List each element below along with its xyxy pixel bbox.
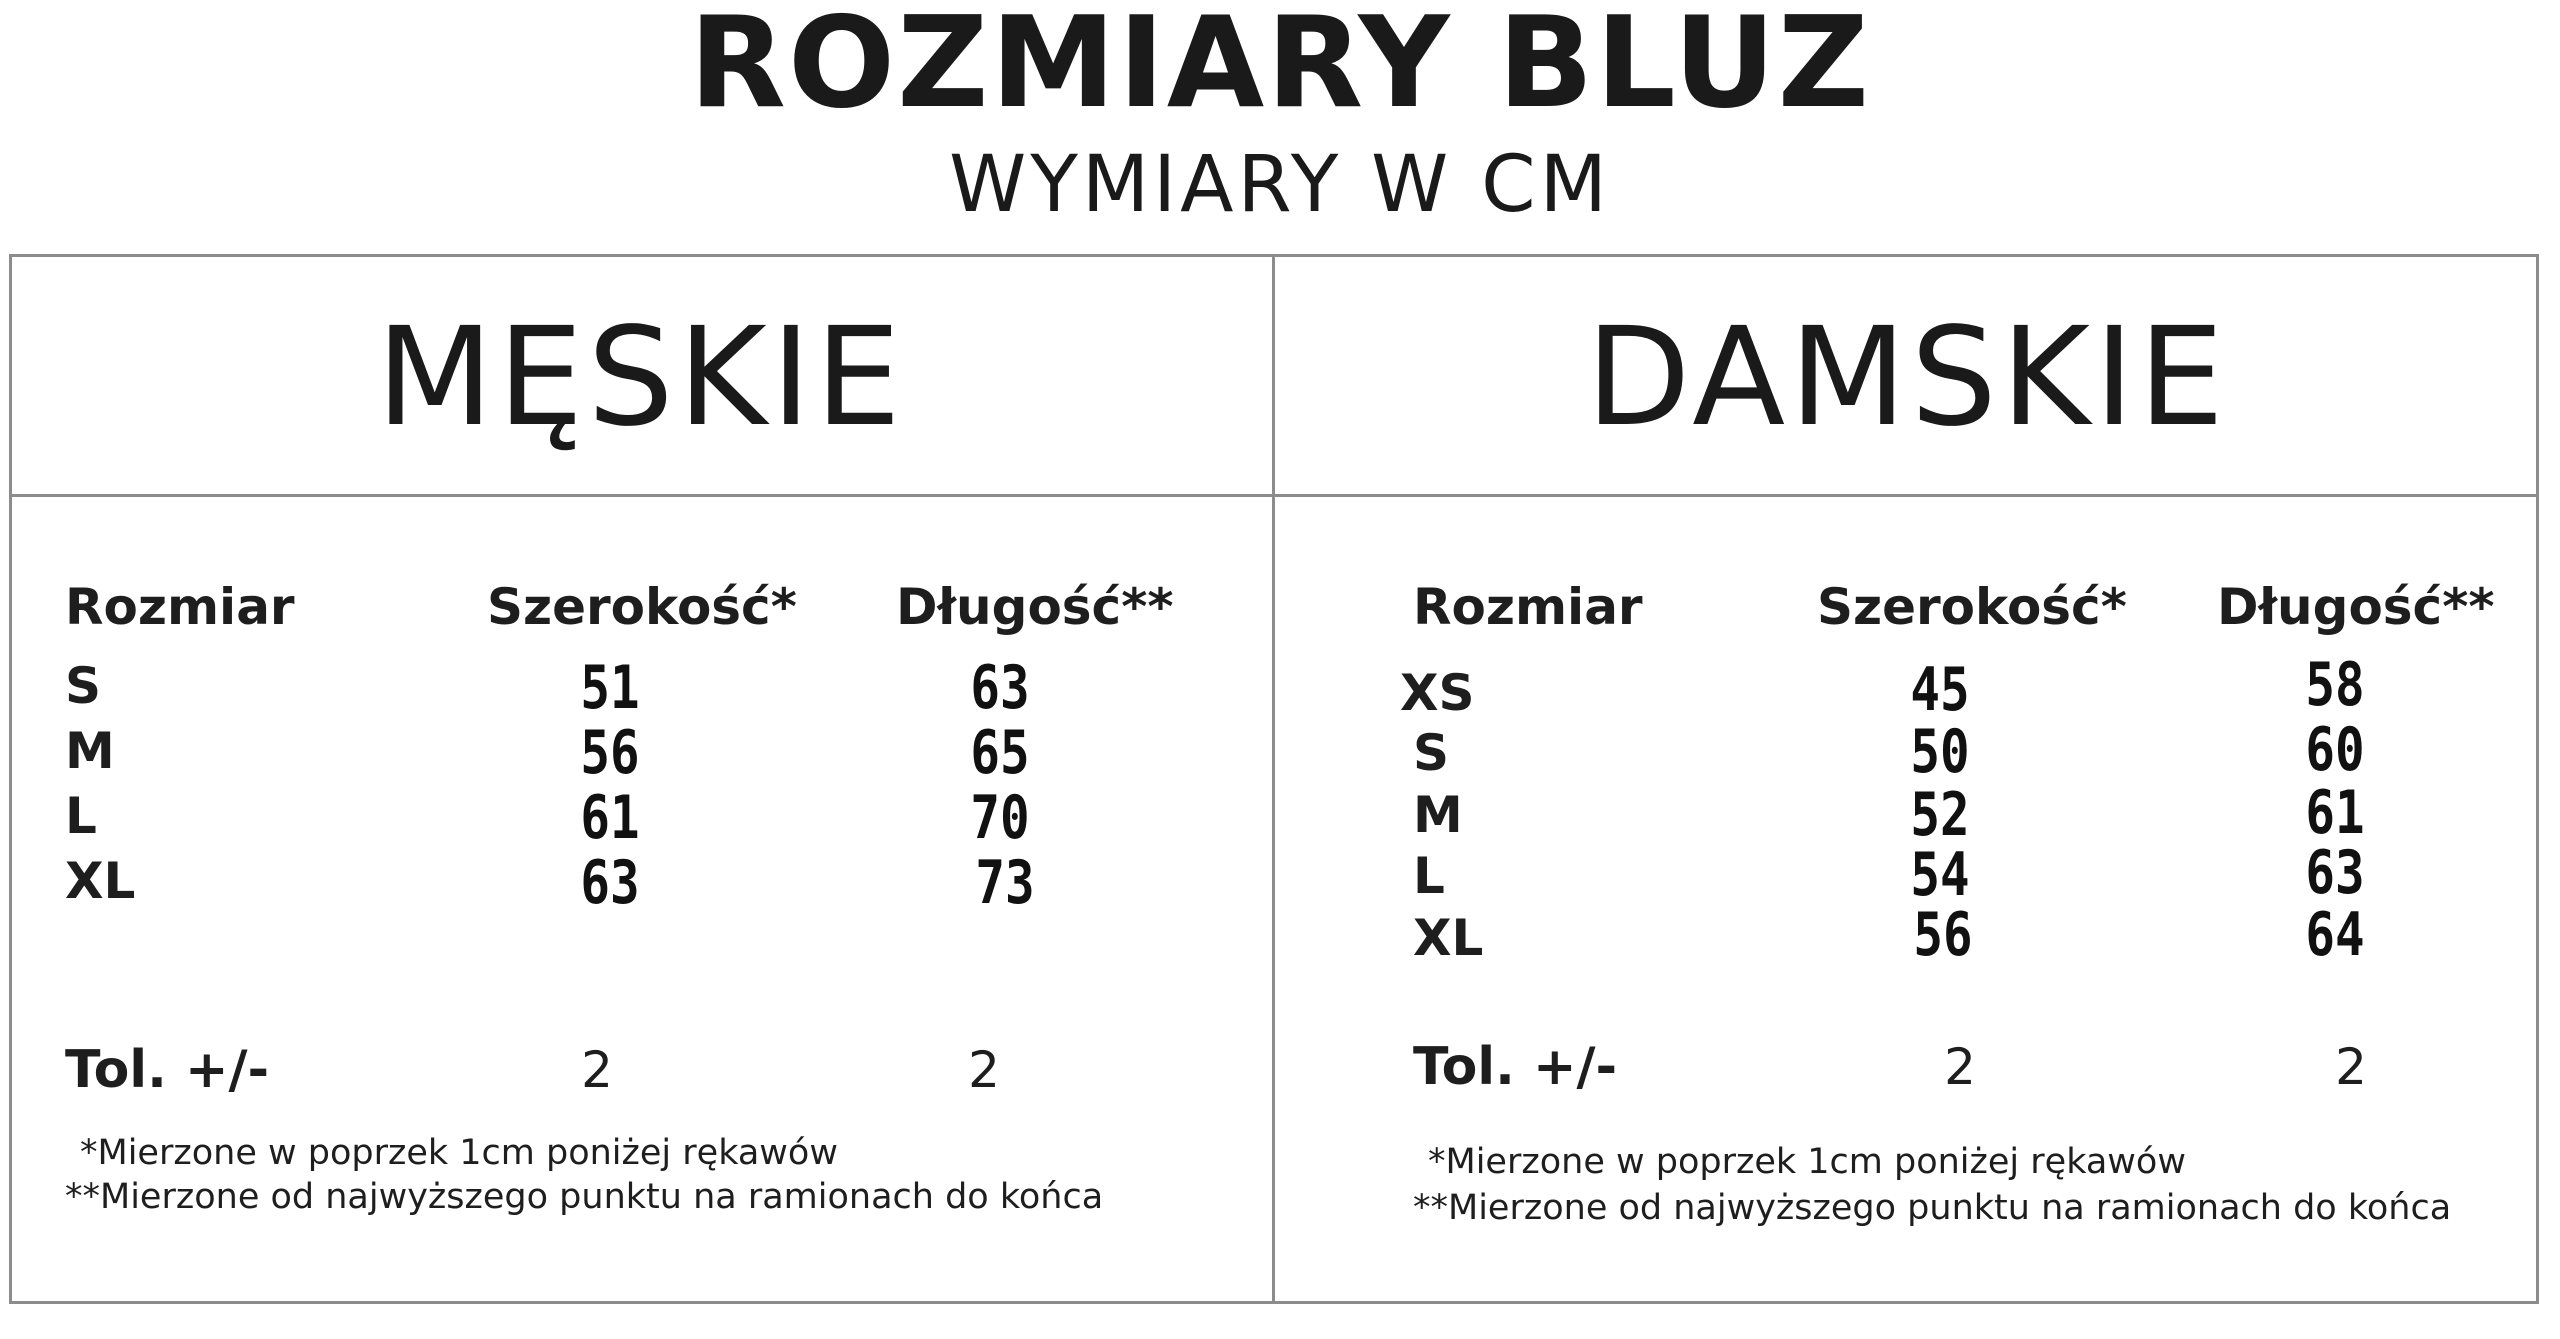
women-tolerance-length: 2: [2335, 1038, 2367, 1096]
men-col-size-header: Rozmiar: [65, 578, 295, 636]
women-row-size: XS: [1400, 664, 1475, 722]
men-row-width: 63: [580, 848, 640, 918]
women-row-width: 50: [1910, 717, 1970, 787]
women-row-width: 54: [1910, 840, 1970, 910]
women-row-size: L: [1413, 847, 1445, 905]
men-row-width: 51: [580, 653, 640, 723]
men-row-width: 56: [580, 718, 640, 788]
men-row-size: L: [65, 787, 97, 845]
women-row-width: 56: [1913, 900, 1973, 970]
women-row-length: 58: [2305, 650, 2365, 720]
men-panel-title: MĘSKIE: [376, 299, 905, 457]
women-col-size-header: Rozmiar: [1413, 578, 1643, 636]
men-row-size: XL: [65, 852, 136, 910]
women-row-length: 61: [2305, 778, 2365, 848]
women-panel-title: DAMSKIE: [1585, 299, 2229, 457]
women-row-size: M: [1413, 786, 1463, 844]
men-tolerance-label: Tol. +/-: [65, 1040, 270, 1100]
men-tolerance-length: 2: [968, 1041, 1000, 1099]
women-col-length-header: Długość**: [2217, 578, 2495, 636]
men-note-width: *Mierzone w poprzek 1cm poniżej rękawów: [80, 1133, 838, 1173]
women-row-width: 52: [1910, 780, 1970, 850]
men-col-width-header: Szerokość*: [487, 578, 797, 636]
women-row-size: XL: [1413, 909, 1484, 967]
women-row-length: 60: [2305, 715, 2365, 785]
men-col-length-header: Długość**: [896, 578, 1174, 636]
men-row-size: M: [65, 722, 115, 780]
men-row-width: 61: [580, 783, 640, 853]
men-row-length: 63: [970, 653, 1030, 723]
women-row-length: 64: [2305, 900, 2365, 970]
men-row-length: 65: [970, 718, 1030, 788]
men-row-length: 70: [970, 783, 1030, 853]
women-row-length: 63: [2305, 838, 2365, 908]
men-row-length: 73: [975, 848, 1035, 918]
women-col-width-header: Szerokość*: [1817, 578, 2127, 636]
women-note-width: *Mierzone w poprzek 1cm poniżej rękawów: [1428, 1142, 2186, 1182]
women-row-width: 45: [1910, 655, 1970, 725]
women-note-length: **Mierzone od najwyższego punktu na ramionach do końca: [1413, 1188, 2452, 1228]
page-subtitle: WYMIARY W CM: [949, 140, 1611, 230]
women-tolerance-width: 2: [1944, 1038, 1976, 1096]
women-row-size: S: [1413, 724, 1450, 782]
men-note-length: **Mierzone od najwyższego punktu na ramionach do końca: [65, 1177, 1104, 1217]
women-tolerance-label: Tol. +/-: [1413, 1037, 1618, 1097]
men-tolerance-width: 2: [581, 1041, 613, 1099]
men-row-size: S: [65, 657, 102, 715]
header-divider: [9, 494, 2539, 497]
page-title: ROZMIARY BLUZ: [688, 0, 1872, 136]
